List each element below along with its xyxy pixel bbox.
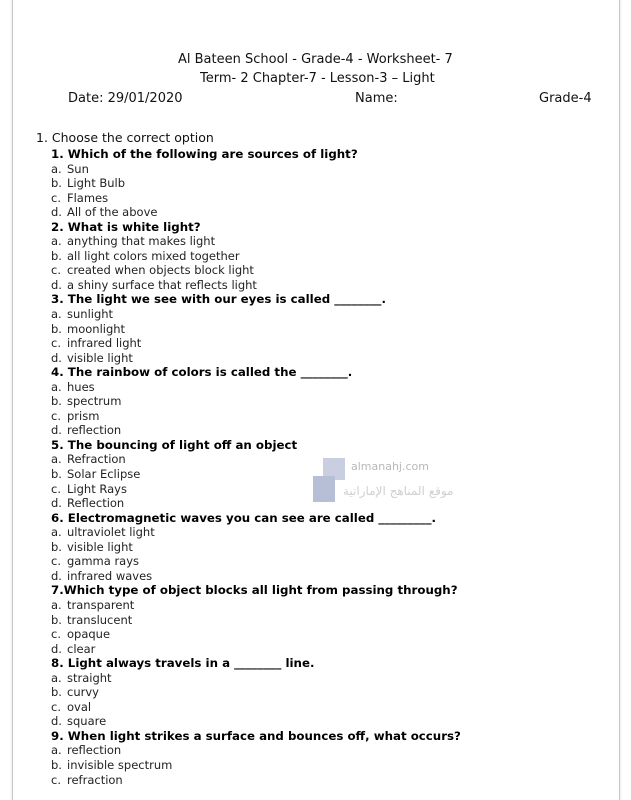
option-text: gamma rays [67, 554, 140, 569]
option-text: Solar Eclipse [67, 467, 141, 482]
answer-option [51, 714, 106, 729]
option-letter: c. [51, 481, 61, 496]
option-text: infrared light [67, 336, 142, 351]
option-text: spectrum [67, 394, 122, 409]
date-label: Date: 29/01/2020 [68, 91, 183, 106]
answer-option [51, 627, 110, 642]
option-text: ultraviolet light [67, 525, 155, 540]
answer-option [51, 423, 121, 438]
option-text: square [67, 714, 107, 729]
option-text: sunlight [67, 307, 114, 322]
option-letter: b. [51, 394, 62, 409]
answer-option [51, 540, 133, 555]
question-list [51, 147, 461, 787]
option-text: Reflection [67, 496, 125, 511]
option-letter: c. [51, 554, 61, 569]
option-letter: d. [51, 641, 62, 656]
option-letter: c. [51, 772, 61, 787]
option-letter: b. [51, 757, 62, 772]
answer-option [51, 394, 121, 409]
option-letter: d. [51, 277, 62, 292]
answer-option [51, 307, 113, 322]
option-text: translucent [67, 612, 133, 627]
answer-option [51, 336, 141, 351]
option-letter: b. [51, 685, 62, 700]
option-text: invisible spectrum [67, 757, 173, 772]
option-text: curvy [67, 685, 99, 700]
answer-option [51, 205, 157, 220]
answer-option [51, 351, 133, 366]
answer-option [51, 642, 95, 657]
answer-option [51, 249, 240, 264]
option-letter: c. [51, 263, 61, 278]
name-label: Name: [355, 91, 398, 106]
answer-option [51, 467, 140, 482]
option-letter: c. [51, 408, 61, 423]
option-text: Light Rays [67, 481, 127, 496]
option-letter: d. [51, 714, 62, 729]
option-letter: c. [51, 336, 61, 351]
option-letter: c. [51, 190, 61, 205]
answer-option [51, 700, 91, 715]
option-letter: b. [51, 321, 62, 336]
option-letter: d. [51, 568, 62, 583]
option-text: Flames [67, 190, 109, 205]
option-letter: d. [51, 350, 62, 365]
option-text: clear [67, 641, 96, 656]
section-heading: 1. Choose the correct option [36, 130, 214, 145]
answer-option [51, 263, 254, 278]
option-text: created when objects block light [67, 263, 254, 278]
option-letter: b. [51, 539, 62, 554]
answer-option [51, 685, 99, 700]
option-letter: b. [51, 467, 62, 482]
option-text: transparent [67, 597, 135, 612]
option-letter: d. [51, 423, 62, 438]
answer-option [51, 743, 121, 758]
option-text: oval [67, 699, 92, 714]
watermark-arabic: موقع المناهج الإماراتية [343, 484, 454, 498]
answer-option [51, 380, 95, 395]
option-letter: a. [51, 670, 62, 685]
option-letter: d. [51, 496, 62, 511]
answer-option [51, 452, 126, 467]
answer-option [51, 773, 123, 788]
option-text: moonlight [67, 321, 126, 336]
question-text: 2. What is white light? [51, 219, 201, 234]
answer-option [51, 598, 134, 613]
answer-option [51, 613, 132, 628]
option-letter: a. [51, 743, 62, 758]
watermark-site: almanahj.com [351, 460, 429, 473]
worksheet-subtitle: Term- 2 Chapter-7 - Lesson-3 – Light [200, 71, 435, 86]
option-letter: a. [51, 597, 62, 612]
answer-option [51, 671, 112, 686]
answer-option [51, 482, 127, 497]
option-text: straight [67, 670, 112, 685]
option-letter: a. [51, 307, 62, 322]
option-text: Refraction [67, 452, 126, 467]
option-letter: a. [51, 525, 62, 540]
answer-option [51, 234, 215, 249]
option-text: visible light [67, 539, 133, 554]
option-letter: b. [51, 248, 62, 263]
option-letter: b. [51, 612, 62, 627]
option-letter: a. [51, 234, 62, 249]
option-text: infrared waves [67, 568, 153, 583]
option-text: opaque [67, 627, 111, 642]
option-letter: c. [51, 699, 61, 714]
worksheet-page [12, 0, 620, 800]
question-text: 6. Electromagnetic waves you can see are called _________. [51, 510, 436, 525]
answer-option [51, 322, 125, 337]
question-text: 5. The bouncing of light off an object [51, 437, 298, 452]
option-text: hues [67, 379, 95, 394]
option-text: all light colors mixed together [67, 248, 240, 263]
option-text: Sun [67, 161, 89, 176]
question-text: 1. Which of the following are sources of light? [51, 147, 358, 161]
option-text: reflection [67, 743, 122, 758]
option-text: anything that makes light [67, 234, 216, 249]
answer-option [51, 758, 172, 773]
option-letter: b. [51, 176, 62, 191]
option-text: refraction [67, 772, 123, 787]
answer-option [51, 176, 125, 191]
option-text: All of the above [67, 205, 158, 220]
option-letter: a. [51, 379, 62, 394]
option-text: prism [67, 408, 100, 423]
question-text: 3. The light we see with our eyes is called ________. [51, 292, 386, 307]
answer-option [51, 409, 99, 424]
answer-option [51, 525, 155, 540]
question-text: 4. The rainbow of colors is called the ________. [51, 365, 353, 380]
option-text: Light Bulb [67, 176, 126, 191]
question-text: 9. When light strikes a surface and bounces off, what occurs? [51, 728, 461, 743]
answer-option [51, 162, 89, 177]
option-letter: a. [51, 161, 62, 176]
answer-option [51, 191, 108, 206]
option-letter: c. [51, 627, 61, 642]
grade-label: Grade-4 [539, 91, 592, 106]
answer-option [51, 569, 152, 584]
option-text: a shiny surface that reflects light [67, 277, 257, 292]
answer-option [51, 496, 124, 511]
option-text: visible light [67, 350, 133, 365]
question-text: 7.Which type of object blocks all light from passing through? [51, 583, 458, 598]
worksheet-title: Al Bateen School - Grade-4 - Worksheet- 7 [178, 52, 453, 67]
answer-option [51, 554, 139, 569]
question-text: 8. Light always travels in a ________ line. [51, 656, 315, 671]
option-letter: d. [51, 205, 62, 220]
option-text: reflection [67, 423, 122, 438]
answer-option [51, 278, 257, 293]
option-letter: a. [51, 452, 62, 467]
